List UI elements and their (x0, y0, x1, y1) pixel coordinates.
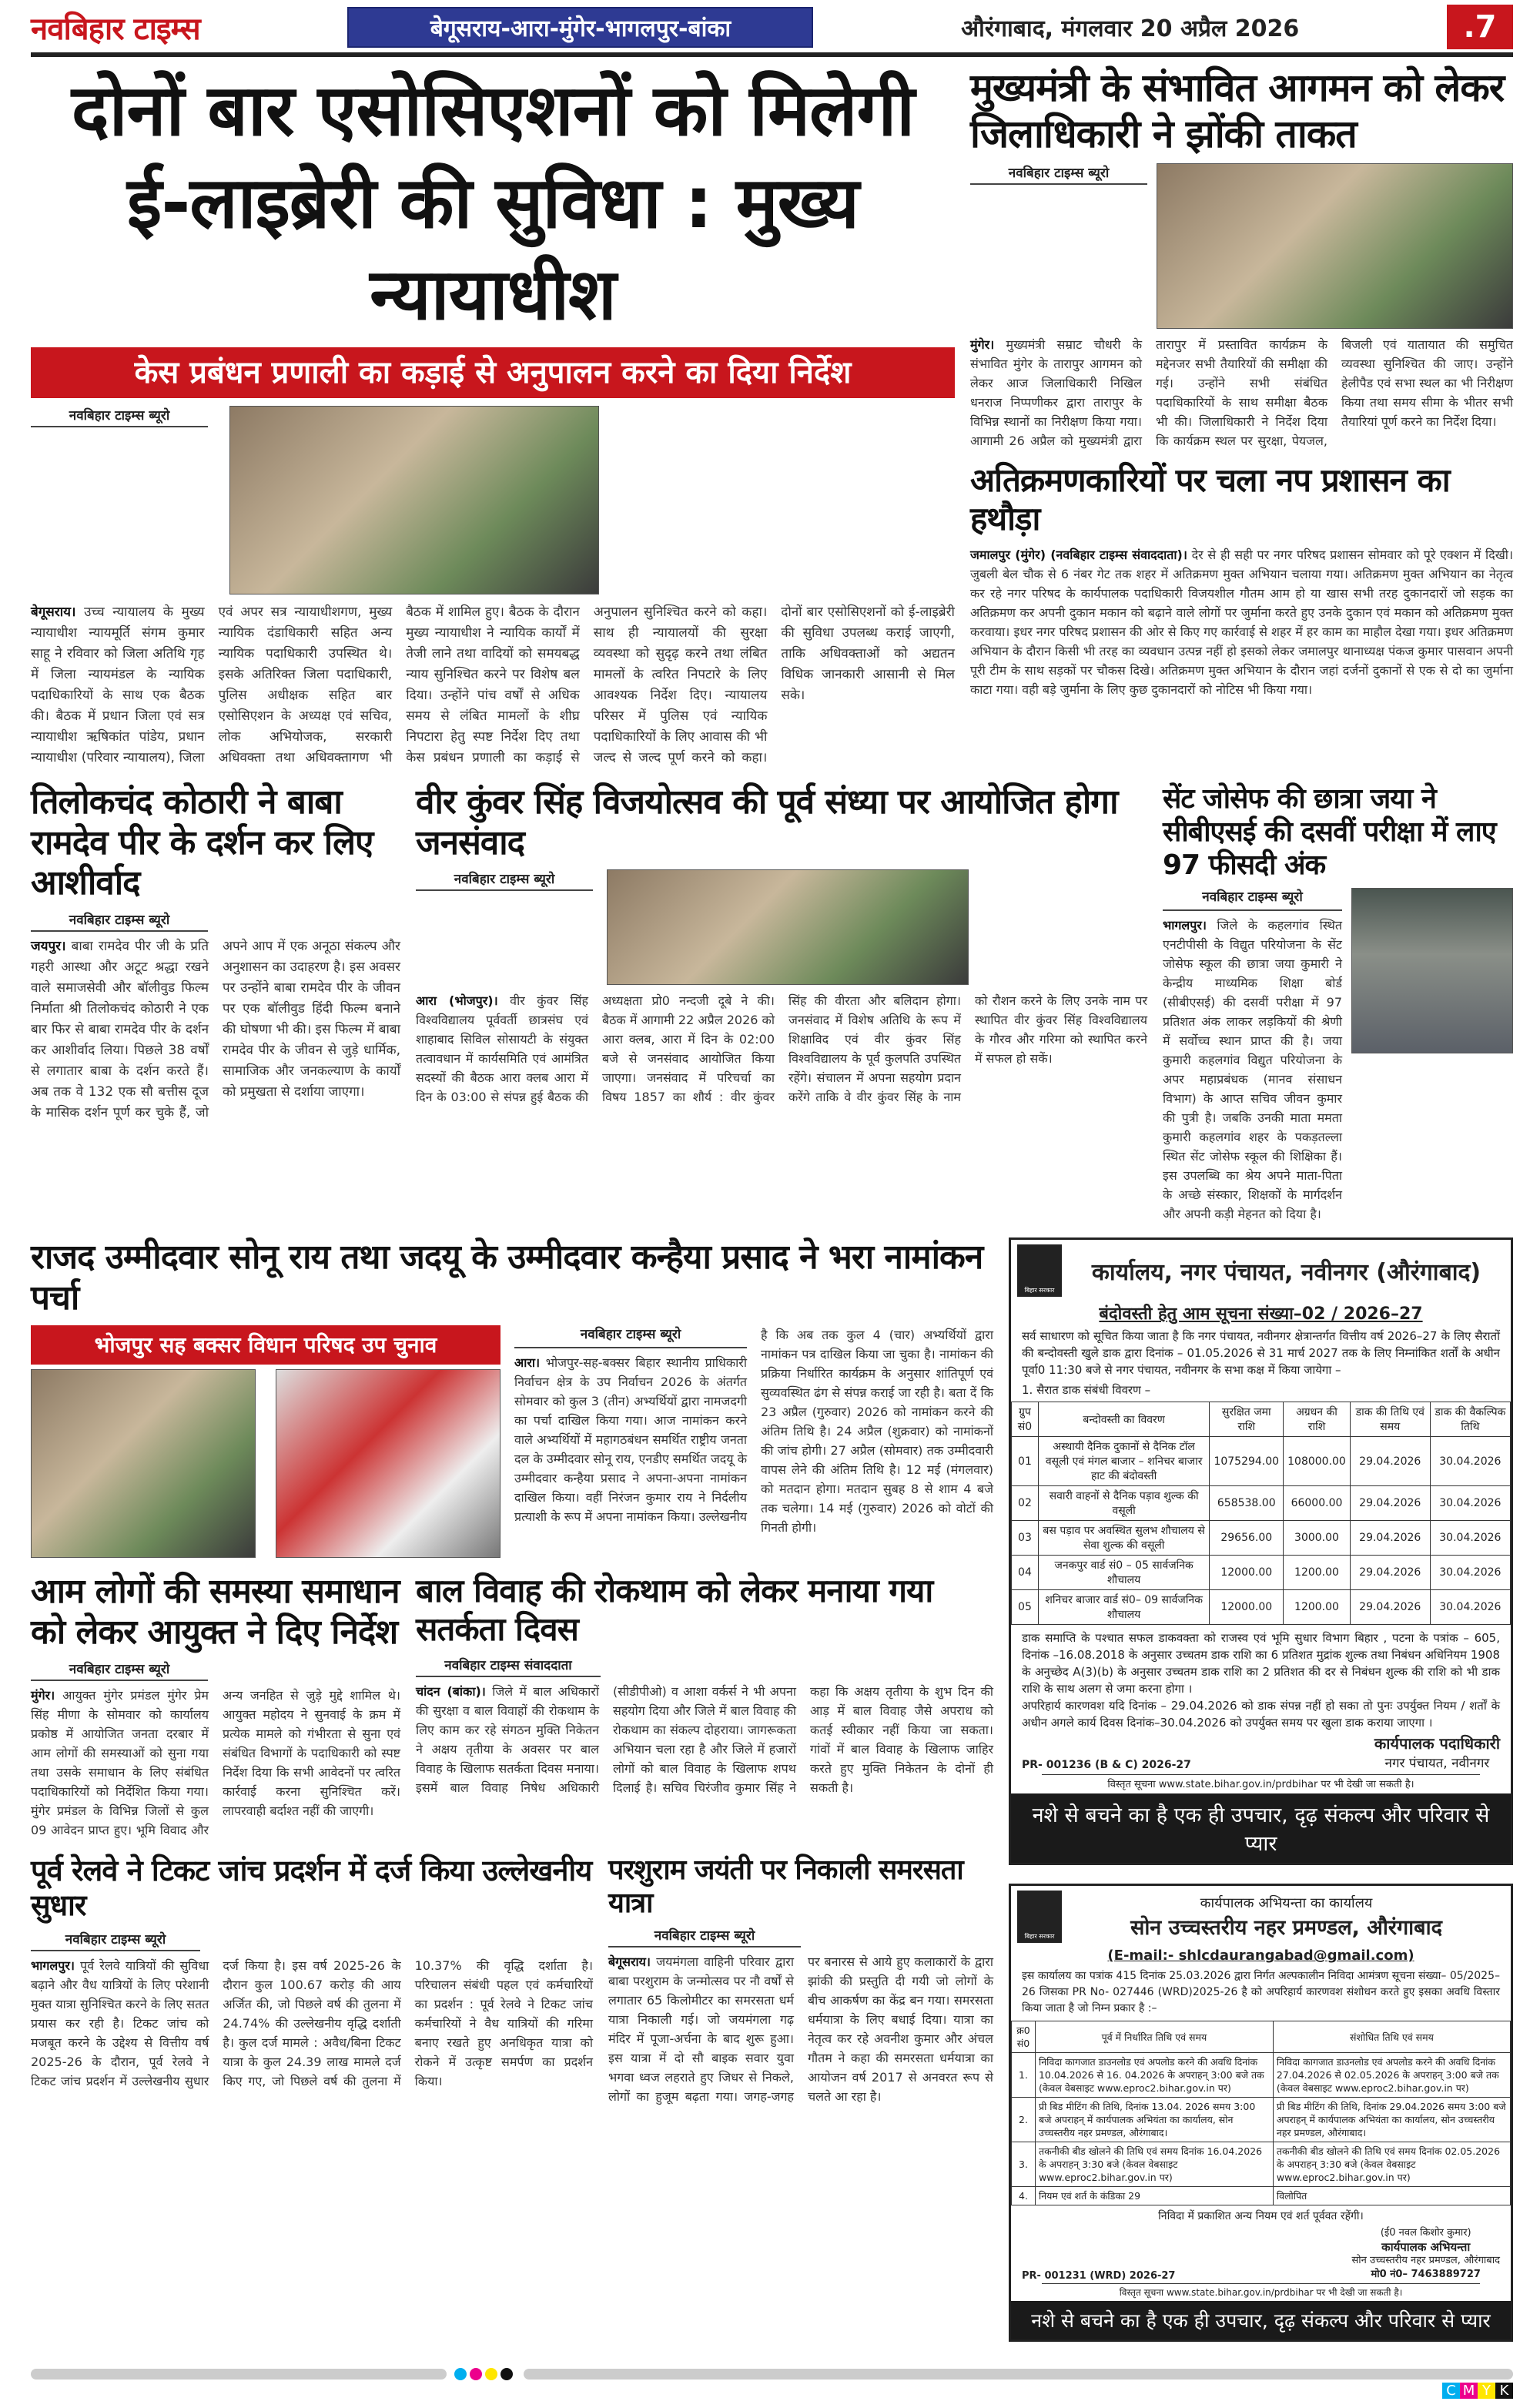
table-row (1012, 2098, 1511, 2142)
registration-bar-right (524, 2369, 1513, 2380)
canal-sign-phone: मो0 नं0– 7463889727 (1371, 2269, 1481, 2281)
parshuram-byline: नवबिहार टाइम्स ब्यूरो (608, 1926, 801, 1947)
rjd-text: भोजपुर-सह-बक्सर बिहार स्थानीय प्राधिकारी निर्वाचन क्षेत्र के उप निर्वाचन 2026 के अंतर्गत सोमवार को कुल 3 (तीन) अभ्यर्थियों द्वारा नामजदगी का पर्चा दाखिल किया गया। आज नामांकन करने वाले अभ्यर्थियों में महागठबंधन समर्थित राष्ट्रीय जनता दल के उम्मीदवार सोनू राय, एनडीए समर्थित जदयू के उम्मीदवार कन्हैया प्रसाद ने अपना-अपना नामांकन दाखिल किया। वहीं निरंजन कुमार राय ने निर्दलीय प्रत्याशी के रूप में अपना नामांकन किया। उल्लेखनीय है कि अब तक कुल 4 (चार) अभ्यर्थियों द्वारा नामांकन पत्र दाखिल किया जा चुका है। नामांकन की प्रक्रिया निर्धारित कार्यक्रम के अनुसार शांतिपूर्ण एवं सुव्यवस्थित ढंग से संपन्न कराई जा रही है। बता दें कि 23 अप्रैल (गुरुवार) 2026 को नामांकन करने की अंतिम तिथि है। 24 अप्रैल (शुक्रवार) को नामांकनों की जांच होगी। 27 अप्रैल (सोमवार) तक उम्मीदवारी वापस लेने की अंतिम तिथि है। 12 मई (मंगलवार) को मतदान होगा। मतदान सुबह 8 से शाम 4 बजे तक चलेगा। 14 मई (गुरुवार) 2026 को वोटों की गिनती होगी। (514, 1327, 993, 1535)
table-cell: प्री बिड मीटिंग की तिथि, दिनांक 29.04.2026 समय 3:00 बजे अपराहन् में कार्यपालक अभियंता का कार्यालय, सोन उच्चस्तरीय नहर प्रमण्डल, औरंगाबाद। (1273, 2098, 1510, 2142)
table-cell: 2. (1012, 2098, 1036, 2142)
kunwar-headline: वीर कुंवर सिंह विजयोत्सव की पूर्व संध्या पर आयोजित होगा जनसंवाद (416, 782, 1118, 862)
table-row (1012, 1437, 1511, 1486)
tilokchand-byline: नवबिहार टाइम्स ब्यूरो (31, 910, 208, 932)
canal-footer-note: निविदा में प्रकाशित अन्य नियम एवं शर्त पूर्ववत रहेंगी। (1158, 2210, 1364, 2223)
table-header: डाक की तिथि एवं समय (1350, 1402, 1430, 1437)
kunwar-byline: नवबिहार टाइम्स ब्यूरो (416, 869, 593, 891)
commissioner-body (31, 1686, 400, 1840)
table-cell: निविदा कागजात डाउनलोड एवं अपलोड करने की अवधि दिनांक 10.04.2026 से 16. 04.2026 के अपराहन् 3:00 बजे तक (केवल वेबसाइट www.eproc2.bihar.gov.in पर) (1035, 2053, 1273, 2098)
table-header: संशोधित तिथि एवं समय (1273, 2021, 1510, 2053)
rjd-photo-1 (31, 1369, 256, 1558)
table-cell: 01 (1012, 1437, 1039, 1486)
cmyk-k: K (1495, 2383, 1513, 2399)
table-cell: 29.04.2026 (1350, 1437, 1430, 1486)
cmyk-y: Y (1478, 2383, 1495, 2399)
lead-subhead: केस प्रबंधन प्रणाली का कड़ाई से अनुपालन करने का दिया निर्देश (31, 347, 955, 398)
magenta-dot (470, 2368, 482, 2380)
table-cell: 29.04.2026 (1350, 1486, 1430, 1521)
table-cell: 02 (1012, 1486, 1039, 1521)
table-cell: नियम एवं शर्त के कंडिका 29 (1035, 2187, 1273, 2205)
kunwar-photo (607, 869, 969, 985)
panchayat-note-2: अपरिहार्य कारणवश यदि दिनांक – 29.04.2026 को डाक संपन्न नहीं हो सका तो पुनः उपर्युक्त नियम / शर्तों के अधीन अगले कार्य दिवस दिनांक–30.04.2026 को उपर्युक्त समय पर खुला डाक कराया जाएगा । (1022, 1699, 1500, 1730)
lead-body (31, 602, 955, 769)
cm-visit-dateline: मुंगेर। (970, 337, 995, 352)
cm-visit-body (970, 335, 1513, 450)
color-dots (454, 2368, 516, 2380)
encroachment-dateline: जमालपुर (मुंगेर) (नवबिहार टाइम्स संवाददाता)। (970, 547, 1187, 562)
railway-byline: नवबिहार टाइम्स ब्यूरो (31, 1930, 200, 1951)
canal-web-link[interactable]: विस्तृत सूचना www.state.bihar.gov.in/prdbihar पर भी देखी जा सकती है। (1042, 2283, 1480, 2299)
panchayat-intro: सर्व साधारण को सूचित किया जाता है कि नगर पंचायत, नवीनगर क्षेत्रान्तर्गत वित्तीय वर्ष 2026–27 के लिए सैरातों की बन्दोवस्ती खुले डाक द्वारा दिनांक – 01.05.2026 से 31 मार्च 2027 तक के लिए निम्नांकित शर्तों के अधीन पूर्वा0 11:30 बजे से नगर पंचायत, नवीनगर के सभा कक्ष में किया जायेगा – (1022, 1329, 1500, 1378)
encroachment-headline: अतिक्रमणकारियों पर चला नप प्रशासन का हथौड़ा (970, 461, 1450, 538)
cm-visit-byline: नवबिहार टाइम्स ब्यूरो (970, 163, 1147, 185)
canal-sign-office: सोन उच्चस्तरीय नहर प्रमण्डल, औरंगाबाद (1351, 2255, 1500, 2267)
canal-slogan: नशे से बचने का है एक ही उपचार, दृढ़ संकल्प और परिवार से प्यार (1011, 2301, 1511, 2339)
table-cell: 05 (1012, 1590, 1039, 1625)
railway-headline: पूर्व रेलवे ने टिकट जांच प्रदर्शन में दर्ज किया उल्लेखनीय सुधार (31, 1853, 592, 1923)
panchayat-web-link[interactable]: विस्तृत सूचना www.state.bihar.gov.in/prdbihar पर भी देखी जा सकती है। (1042, 1774, 1480, 1790)
table-cell: 4. (1012, 2187, 1036, 2205)
tilokchand-body (31, 936, 400, 1124)
table-cell: 1200.00 (1284, 1556, 1351, 1590)
panchayat-signatory: कार्यपालक पदाधिकारी (1374, 1734, 1500, 1753)
lead-byline: नवबिहार टाइम्स ब्यूरो (31, 406, 208, 427)
lead-story (31, 65, 955, 769)
table-cell: 29.04.2026 (1350, 1556, 1430, 1590)
stjoseph-headline: सेंट जोसेफ की छात्रा जया ने सीबीएसई की दसवीं परीक्षा में लाए 97 फीसदी अंक (1163, 782, 1496, 882)
edition-banner: बेगूसराय-आरा-मुंगेर-भागलपुर-बांका (347, 7, 813, 48)
panchayat-slogan: नशे से बचने का है एक ही उपचार, दृढ़ संकल्प और परिवार से प्यार (1011, 1793, 1511, 1863)
table-cell: 66000.00 (1284, 1486, 1351, 1521)
panchayat-signatory-office: नगर पंचायत, नवीनगर (1384, 1756, 1490, 1772)
table-header: सुरक्षित जमा राशि (1210, 1402, 1284, 1437)
lead-dateline: बेगूसराय। (31, 604, 76, 620)
table-row (1012, 1521, 1511, 1556)
canal-email[interactable]: (E-mail:- shlcdaurangabad@gmail.com) (1107, 1947, 1414, 1964)
table-cell: 03 (1012, 1521, 1039, 1556)
rjd-dateline: आरा। (514, 1355, 541, 1370)
table-header: ग्रुप सं0 (1012, 1402, 1039, 1437)
railway-body (31, 1956, 593, 2091)
bihar-emblem-icon: बिहार सरकार (1017, 1891, 1062, 1943)
table-cell: तकनीकी बीड खोलने की तिथि एवं समय दिनांक 02.05.2026 के अपराहन् 3:30 बजे (केवल वेबसाइट www.eproc2.bihar.gov.in पर) (1273, 2142, 1510, 2187)
child-marriage-headline: बाल विवाह की रोकथाम को लेकर मनाया गया सतर्कता दिवस (416, 1571, 933, 1649)
commissioner-byline: नवबिहार टाइम्स ब्यूरो (31, 1659, 208, 1681)
panchayat-title: कार्यालय, नगर पंचायत, नवीनगर (औरंगाबाद) (1091, 1258, 1481, 1286)
table-cell: शनिचर बाजार वार्ड सं0– 09 सार्वजनिक शौचालय (1038, 1590, 1209, 1625)
commissioner-story (31, 1572, 400, 1840)
table-cell: 3000.00 (1284, 1521, 1351, 1556)
table-header: क्र0 सं0 (1012, 2021, 1036, 2053)
table-cell: 30.04.2026 (1430, 1590, 1510, 1625)
child-marriage-story (416, 1572, 993, 1840)
encroachment-body (970, 545, 1513, 699)
table-row (1012, 2187, 1511, 2205)
stjoseph-body (1163, 888, 1342, 1224)
registration-marks (31, 2368, 1513, 2380)
parshuram-dateline: बेगूसराय। (608, 1954, 651, 1969)
table-cell: अस्थायी दैनिक दुकानों से दैनिक टॉल वसूली एवं मंगल बाजार – शनिचर बाजार हाट की बंदोवस्ती (1038, 1437, 1209, 1486)
lower-news-column (31, 1237, 993, 2360)
table-row (1012, 2142, 1511, 2187)
child-marriage-byline: नवबिहार टाइम्स संवाददाता (416, 1656, 601, 1677)
railway-text: पूर्व रेलवे यात्रियों की सुविधा बढ़ाने और वैध यात्रियों के लिए परेशानी मुक्त यात्रा सुनिश्चित करने के लिए सतत प्रयास कर रही है। टिकट जांच को मजबूत करने के उद्देश्य से वित्तीय वर्ष 2025-26 के दौरान, पूर्व रेलवे ने टिकट जांच प्रदर्शन में उल्लेखनीय सुधार दर्ज किया है। इस वर्ष 2025-26 के दौरान कुल 100.67 करोड़ की आय अर्जित की, जो पिछले वर्ष की तुलना में 24.74% की उल्लेखनीय वृद्धि दर्शाती है। कुल दर्ज मामले : अवैध/बिना टिकट यात्रा के कुल 24.39 लाख मामले दर्ज किए गए, जो पिछले वर्ष की तुलना में 10.37% की वृद्धि दर्शाता है। परिचालन संबंधी पहल एवं कर्मचारियों का प्रदर्शन : पूर्व रेलवे ने टिकट जांच कर्मचारियों ने वैध यात्रियों की गरिमा बनाए रखते हुए अनधिकृत यात्रा को रोकने में उत्कृष्ट समर्पण का प्रदर्शन किया। (31, 1958, 593, 2088)
table-cell: 30.04.2026 (1430, 1521, 1510, 1556)
table-cell: विलोपित (1273, 2187, 1510, 2205)
table-cell: 29.04.2026 (1350, 1521, 1430, 1556)
rjd-banner: भोजपुर सह बक्सर विधान परिषद उप चुनाव (31, 1325, 500, 1365)
lead-text: उच्च न्यायालय के मुख्य न्यायाधीश न्यायमूर्ति संगम कुमार साहू ने रविवार को जिला अतिथि गृह में जिला न्यायमंडल के न्यायिक पदाधिकारियों के साथ एक बैठक की। बैठक में प्रधान जिला एवं सत्र न्यायाधीश ऋषिकांत पांडेय, प्रधान न्यायाधीश (परिवार न्यायालय), जिला एवं अपर सत्र न्यायाधीशगण, मुख्य न्यायिक दंडाधिकारी सहित अन्य न्यायिक पदाधिकारी उपस्थित थे। इसके अतिरिक्त जिला पदाधिकारी, पुलिस अधीक्षक सहित बार एसोसिएशन के अध्यक्ष एवं सचिव, लोक अभियोजक, सरकारी अधिवक्ता तथा अधिवक्तागण भी बैठक में शामिल हुए। बैठक के दौरान मुख्य न्यायाधीश ने न्यायिक कार्यों में तेजी लाने तथा वादियों को समयबद्ध न्याय सुनिश्चित करने पर विशेष बल दिया। उन्होंने पांच वर्षों से अधिक समय से लंबित मामलों के शीघ्र निपटारा हेतु स्पष्ट निर्देश दिए तथा केस प्रबंधन प्रणाली का कड़ाई से अनुपालन सुनिश्चित करने को कहा। साथ ही न्यायालयों की सुरक्षा व्यवस्था को सुदृढ़ करने तथा लंबित मामलों के त्वरित निपटारे के लिए आवश्यक निर्देश दिए। न्यायालय परिसर में पुलिस एवं न्यायिक पदाधिकारियों के लिए आवास की भी जल्द से जल्द पूर्ण करने को कहा। दोनों बार एसोसिएशनों को ई-लाइब्रेरी की सुविधा उपलब्ध कराई जाएगी, ताकि अधिवक्ताओं को अद्यतन विधिक जानकारी आसानी से मिल सके। (31, 604, 955, 765)
cm-visit-text: मुख्यमंत्री सम्राट चौधरी के संभावित मुंगेर के तारापुर आगमन को लेकर आज जिलाधिकारी निखिल धनराज निप्पणीकर द्वारा तारापुर के विभिन्न स्थानों का निरीक्षण किया गया। आगामी 26 अप्रैल को मुख्यमंत्री द्वारा तारापुर में प्रस्तावित कार्यक्रम के मद्देनजर सभी तैयारियों की समीक्षा की गई। उन्होंने सभी संबंधित पदाधिकारियों के साथ समीक्षा बैठक भी की। जिलाधिकारी ने निर्देश दिया कि कार्यक्रम स्थल पर सुरक्षा, पेयजल, बिजली एवं यातायात की समुचित व्यवस्था सुनिश्चित की जाए। उन्होंने हेलीपैड एवं सभा स्थल का भी निरीक्षण किया तथा समय सीमा के भीतर सभी तैयारियां पूर्ण करने का निर्देश दिया। (970, 337, 1513, 448)
table-cell: 1200.00 (1284, 1590, 1351, 1625)
child-marriage-body (416, 1682, 993, 1797)
table-header: डाक की वैकल्पिक तिथि (1430, 1402, 1510, 1437)
rjd-headline: राजद उम्मीदवार सोनू राय तथा जदयू के उम्मीदवार कन्हैया प्रसाद ने भरा नामांकन पर्चा (31, 1237, 983, 1318)
parshuram-headline: परशुराम जयंती पर निकाली समरसता यात्रा (608, 1854, 963, 1919)
tilokchand-text: बाबा रामदेव पीर जी के प्रति गहरी आस्था और अटूट श्रद्धा रखने वाले समाजसेवी और बॉलीवुड फिल्म निर्माता श्री तिलोकचंद कोठारी ने एक बार फिर से बाबा रामदेव पीर के दर्शन कर आशीर्वाद लिया। पिछले 38 वर्षों से लगातार बाबा के दर्शन करते हैं। अब तक वे 132 एक सौ बत्तीस दूज के मासिक दर्शन पूर्ण कर चुके हैं, जो अपने आप में एक अनूठा संकल्प और अनुशासन का उदाहरण है। इस अवसर पर उन्होंने बाबा रामदेव पीर के जीवन पर एक बॉलीवुड हिंदी फिल्म बनाने की घोषणा भी की। इस फिल्म में बाबा रामदेव पीर के जीवन से जुड़े धार्मिक, सामाजिक और जनकल्याण के कार्यों को प्रमुखता से दर्शाया जाएगा। (31, 939, 401, 1121)
stjoseph-byline: नवबिहार टाइम्स ब्यूरो (1163, 888, 1342, 911)
tilokchand-dateline: जयपुर। (31, 939, 66, 955)
table-cell: सवारी वाहनों से दैनिक पड़ाव शुल्क की वसूली (1038, 1486, 1209, 1521)
rjd-story (31, 1237, 993, 1558)
table-header: अग्रधन की राशि (1284, 1402, 1351, 1437)
table-row (1012, 2053, 1511, 2098)
panchayat-table (1011, 1402, 1511, 1625)
rjd-body-left (514, 1325, 993, 1537)
bihar-emblem-icon: बिहार सरकार (1017, 1244, 1062, 1297)
cmyk-mark (31, 2383, 1513, 2399)
table-cell: 1. (1012, 2053, 1036, 2098)
canal-sign-name: (ई0 नवल किशोर कुमार) (1380, 2227, 1471, 2239)
kunwar-text: वीर कुंवर सिंह विश्वविद्यालय पूर्ववर्ती छात्रसंघ एवं शाहाबाद सिविल सोसायटी के संयुक्त तत्वावधान में कार्यसमिति एवं आमंत्रित सदस्यों की बैठक आरा क्लब आरा में दिन के 03:00 से संपन्न हुई बैठक की अध्यक्षता प्रो0 नन्दजी दूबे ने की। बैठक में आगामी 22 अप्रैल 2026 को आरा क्लब, आरा में दिन के 02:00 बजे से जनसंवाद आयोजित किया जाएगा। जनसंवाद में परिचर्चा का विषय 1857 का शौर्य : वीर कुंवर सिंह की वीरता और बलिदान होगा। जनसंवाद में विशेष अतिथि के रूप में शिक्षाविद एवं वीर कुंवर सिंह विश्वविद्यालय के पूर्व कुलपति उपस्थित रहेंगे। संचालन में अपना सहयोग प्रदान करेंगे ताकि वे वीर कुंवर सिंह के नाम को रौशन करने के लिए उनके नाम पर स्थापित वीर कुंवर सिंह विश्वविद्यालय के गौरव और गरिमा को स्थापित करने में सफल हो सकें। (416, 993, 1147, 1105)
table-cell: 30.04.2026 (1430, 1486, 1510, 1521)
panchayat-pr-number: PR- 001236 (B & C) 2026-27 (1022, 1759, 1191, 1772)
commissioner-headline: आम लोगों की समस्या समाधान को लेकर आयुक्त ने दिए निर्देश (31, 1571, 400, 1652)
canal-pr-number: PR- 001231 (WRD) 2026-27 (1022, 2270, 1176, 2282)
kunwar-dateline: आरा (भोजपुर)। (416, 993, 498, 1009)
stjoseph-story (1163, 782, 1513, 1224)
cmyk-m: M (1460, 2383, 1478, 2399)
table-cell: 29656.00 (1210, 1521, 1284, 1556)
child-marriage-text: जिले में बाल अधिकारों की सुरक्षा व बाल विवाहों की रोकथाम के लिए काम कर रहे संगठन मुक्ति निकेतन ने अक्षय तृतीया के अवसर पर बाल विवाह के खिलाफ सतर्कता दिवस मनाया। इसमें बाल विवाह निषेध अधिकारी (सीडीपीओ) व आशा वर्कर्स ने भी अपना सहयोग दिया और जिले में बाल विवाह की रोकथाम का संकल्प दोहराया। जागरूकता अभियान चला रहा है और जिले में हजारों लोगों को बाल विवाह के खिलाफ शपथ दिलाई है। सचिव चिरंजीव कुमार सिंह ने कहा कि अक्षय तृतीया के शुभ दिन की आड़ में बाल विवाह जैसे अपराध को कतई स्वीकार नहीं किया जा सकता। गांवों में बाल विवाह के खिलाफ जाहिर करते हुए मुक्ति निकेतन के दोनों ही सकती है। (416, 1683, 993, 1795)
canal-office: कार्यपालक अभियन्ता का कार्यालय (1200, 1894, 1373, 1911)
canal-title: सोन उच्चस्तरीय नहर प्रमण्डल, औरंगाबाद (1130, 1915, 1442, 1940)
panchayat-note-1: डाक समाप्ति के पश्चात सफल डाकवक्ता को राजस्व एवं भूमि सुधार विभाग बिहार , पटना के पत्रांक – 605, दिनांक –16.08.2018 के अनुसार उच्चतम डाक राशि का 6 प्रतिशत मुद्रांक शुल्क तथा निबंधन अधिनियम 1908 के अनुच्छेद A(3)(b) के अनुसार उच्चतम डाक राशि का 2 प्रतिशत की दर से निबंधन शुल्क की राशि को भी डाक राशि के साथ अलग से जमा करना होगा । (1022, 1631, 1500, 1696)
table-cell: निविदा कागजात डाउनलोड एवं अपलोड करने की अवधि दिनांक 27.04.2026 से 02.05.2026 के अपराहन् 3:00 बजे तक (केवल वेबसाइट www.eproc2.bihar.gov.in पर) (1273, 2053, 1510, 2098)
yellow-dot (485, 2368, 497, 2380)
black-dot (500, 2368, 513, 2380)
table-cell: जनकपुर वार्ड सं0 – 05 सार्वजनिक शौचालय (1038, 1556, 1209, 1590)
canal-notice-ad (1009, 1884, 1513, 2342)
cm-visit-photo (1157, 163, 1513, 329)
cyan-dot (454, 2368, 467, 2380)
cm-visit-headline: मुख्यमंत्री के संभावित आगमन को लेकर जिलाधिकारी ने झोंकी ताकत (970, 65, 1505, 156)
table-cell: 658538.00 (1210, 1486, 1284, 1521)
stjoseph-text: जिले के कहलगांव स्थित एनटीपीसी के विद्युत परियोजना के सेंट जोसेफ स्कूल की छात्रा जया कुमारी ने केन्द्रीय माध्यमिक शिक्षा बोर्ड (सीबीएसई) की दसवीं परीक्षा में 97 प्रतिशत अंक लाकर लड़कियों की श्रेणी में सर्वोच्च स्थान प्राप्त की है। जया कुमारी कहलगांव विद्युत परियोजना के अपर महाप्रबंधक (मानव संसाधन विभाग) के आप्त सचिव जीवन कुमार की पुत्री है। जबकि उनकी माता ममता कुमारी कहलगांव शहर के पकड़तल्ला स्थित सेंट जोसेफ स्कूल की शिक्षिका हैं। इस उपलब्धि का श्रेय अपने माता-पिता के अच्छे संस्कार, शिक्षकों के मार्गदर्शन और अपनी कड़ी मेहनत को दिया है। (1163, 918, 1342, 1222)
parshuram-story (608, 1854, 993, 2106)
table-header: बन्दोवस्ती का विवरण (1038, 1402, 1209, 1437)
canal-sign-title: कार्यपालक अभियन्ता (1381, 2240, 1471, 2255)
encroachment-text: देर से ही सही पर नगर परिषद प्रशासन सोमवार को पूरे एक्शन में दिखी। जुबली बेल चौक से 6 नंबर गेट तक शहर में अतिक्रमण मुक्त अभियान चलाया गया। अतिक्रमण मुक्त अभियान का नेतृत्व कर रहे नगर परिषद के कार्यपालक पदाधिकारी विजयशील गौतम आम हो या खास सभी तरह दुकानदारों जो सड़क का अतिक्रमण कर अपनी दुकान मकान को बढ़ाने वाले लोगों पर जुर्माना करते हुए उनके दुकान एवं मकान को अतिक्रमण मुक्त करवाया। इधर नगर परिषद प्रशासन की ओर से किए गए कार्रवाई से शहर में हर काम का माहौल देखा गया। इधर अतिक्रमण अभियान के दौरान किसी भी तरह का व्यवधान उत्पन्न नहीं हो इसको लेकर जमालपुर थानाध्यक्ष पंकज कुमार पासवान अपनी पूरी टीम के साथ सड़कों पर चौकस दिखे। अतिक्रमण मुक्त अभियान के दौरान जहां दर्जनों दुकानों से एक से दो का जुर्माना काटा गया। वही बड़े जुर्माना के लिए कुछ दुकानदारों को नोटिस भी किया गया। (970, 547, 1513, 697)
right-top-column (970, 65, 1513, 769)
table-cell: तकनीकी बीड खोलने की तिथि एवं समय दिनांक 16.04.2026 के अपराहन् 3:30 बजे (केवल वेबसाइट www.eproc2.bihar.gov.in पर) (1035, 2142, 1273, 2187)
railway-story (31, 1854, 593, 2106)
rjd-byline: नवबिहार टाइम्स ब्यूरो (514, 1325, 747, 1348)
tilokchand-headline: तिलोकचंद कोठारी ने बाबा रामदेव पीर के दर्शन कर लिए आशीर्वाद (31, 782, 373, 903)
newspaper-logo: नवबिहार टाइम्स (31, 11, 200, 47)
table-cell: प्री बिड मीटिंग की तिथि, दिनांक 13.04. 2026 समय 3:00 बजे अपराहन् में कार्यपालक अभियंता का कार्यालय, सोन उच्चस्तरीय नहर प्रमण्डल, औरंगाबाद। (1035, 2098, 1273, 2142)
masthead (31, 5, 1513, 57)
lead-photo (229, 406, 599, 594)
canal-intro: इस कार्यालय का पत्रांक 415 दिनांक 25.03.2026 द्वारा निर्गत अल्पकालीन निविदा आमंत्रण सूचना संख्या– 05/2025–26 जिसका PR No- 027446 (WRD)2025-26 है को अपरिहार्य कारणवश संशोधन करते हुए इसका अवधि विस्तार किया जाता है जो निम्न प्रकार है :– (1022, 1970, 1500, 2015)
rjd-media (31, 1325, 500, 1558)
table-cell: 30.04.2026 (1430, 1437, 1510, 1486)
table-row (1012, 1486, 1511, 1521)
fifth-row (31, 1854, 993, 2106)
registration-bar-left (31, 2369, 447, 2380)
issue-date: औरंगाबाद, मंगलवार 20 अप्रैल 2026 (961, 15, 1300, 42)
table-cell: बस पड़ाव पर अवस्थित सुलभ शौचालय से सेवा शुल्क की वसूली (1038, 1521, 1209, 1556)
table-row (1012, 1590, 1511, 1625)
panchayat-notice-ad (1009, 1237, 1513, 1865)
child-marriage-dateline: चांदन (बांका)। (416, 1683, 486, 1699)
tilokchand-story (31, 782, 400, 1224)
fourth-row (31, 1572, 993, 1840)
page-number: .7 (1447, 5, 1513, 49)
top-section (31, 65, 1513, 769)
stjoseph-dateline: भागलपुर। (1163, 918, 1207, 933)
kunwar-story (416, 782, 1147, 1224)
canal-table (1011, 2021, 1511, 2205)
table-cell: 108000.00 (1284, 1437, 1351, 1486)
table-cell: 04 (1012, 1556, 1039, 1590)
commissioner-dateline: मुंगेर। (31, 1687, 55, 1703)
table-cell: 1075294.00 (1210, 1437, 1284, 1486)
panchayat-subtitle: बंदोवस्ती हेतु आम सूचना संख्या–02 / 2026–27 (1099, 1304, 1423, 1325)
lead-headline: दोनों बार एसोसिएशनों को मिलेगी ई-लाइब्रेरी की सुविधा : मुख्य न्यायाधीश (71, 69, 915, 337)
rjd-photo-2 (276, 1369, 500, 1558)
kunwar-body (416, 991, 1147, 1107)
table-cell: 3. (1012, 2142, 1036, 2187)
ads-column (1009, 1237, 1513, 2360)
lower-section (31, 1237, 1513, 2360)
commissioner-text: आयुक्त मुंगेर प्रमंडल मुंगेर प्रेम सिंह मीणा के सोमवार को कार्यालय प्रकोष्ठ में आयोजित जनता दरबार में आम लोगों की समस्याओं को सुना गया तथा उसके समाधान के लिए संबंधित पदाधिकारियों को निर्देशित किया गया। मुंगेर प्रमंडल के विभिन्न जिलों से कुल 09 आवेदन प्राप्त हुए। भूमि विवाद और अन्य जनहित से जुड़े मुद्दे शामिल थे। आयुक्त महोदय ने सुनवाई के क्रम में प्रत्येक मामले को गंभीरता से सुना एवं संबंधित विभागों के पदाधिकारी को स्पष्ट निर्देश दिया कि सभी आवेदनों पर त्वरित कार्रवाई करना सुनिश्चित करें। लापरवाही बर्दाश्त नहीं की जाएगी। (31, 1687, 400, 1837)
cmyk-c: C (1442, 2383, 1460, 2399)
table-header: पूर्व में निर्धारित तिथि एवं समय (1035, 2021, 1273, 2053)
second-row (31, 782, 1513, 1224)
parshuram-body (608, 1952, 993, 2106)
stjoseph-photo (1351, 888, 1513, 1053)
railway-dateline: भागलपुर। (31, 1958, 75, 1973)
table-cell: 29.04.2026 (1350, 1590, 1430, 1625)
parshuram-text: जयमंगला वाहिनी परिवार द्वारा बाबा परशुराम के जन्मोत्सव पर नौ वर्षों से लगातार 65 किलोमीटर का समरसता धर्म यात्रा निकाली गई। जो जयमंगला गढ़ मंदिर में पूजा-अर्चना के बाद शुरू हुआ। इस यात्रा में दो सौ बाइक सवार युवा भगवा ध्वज लहराते हुए जिधर से निकले, लोगों का हुजूम बढ़ता गया। जगह-जगह पर बनारस से आये हुए कलाकारों के द्वारा झांकी की प्रस्तुति दी गयी जो लोगों के बीच आकर्षण का केंद्र बन गया। समरसता धर्मयात्रा के लिए बधाई दिया। यात्रा का नेतृत्व कर रहे अवनीश कुमार और अंचल गौतम ने कहा की समरसता धर्मयात्रा का आयोजन वर्ष 2017 से अनवरत रूप से चलते आ रहा है। (608, 1954, 993, 2104)
table-row (1012, 1556, 1511, 1590)
table-cell: 30.04.2026 (1430, 1556, 1510, 1590)
panchayat-section: 1. सैरात डाक संबंधी विवरण – (1022, 1383, 1151, 1398)
table-cell: 12000.00 (1210, 1590, 1284, 1625)
table-cell: 12000.00 (1210, 1556, 1284, 1590)
